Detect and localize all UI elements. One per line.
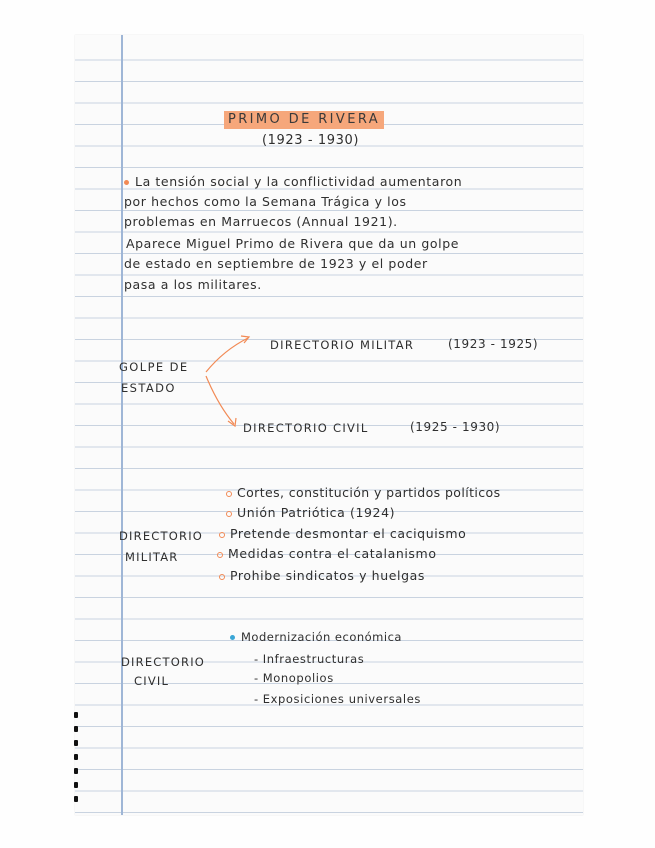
title-years: (1923 - 1930) xyxy=(262,133,360,148)
list-item: - Exposiciones universales xyxy=(254,692,421,706)
dash-icon: - xyxy=(254,671,259,685)
intro-line: Aparece Miguel Primo de Rivera que da un golpe xyxy=(126,236,460,251)
list-item: - Monopolios xyxy=(254,671,334,685)
branch-militar-years: (1923 - 1925) xyxy=(448,337,539,351)
list-item: Medidas contra el catalanismo xyxy=(217,546,437,561)
civil-label-1: DIRECTORIO xyxy=(121,655,206,669)
intro-line: problemas en Marruecos (Annual 1921). xyxy=(124,214,398,229)
intro-line: La tensión social y la conflictividad aumentaron xyxy=(124,174,462,189)
intro-line: pasa a los militares. xyxy=(124,277,262,292)
page-title: PRIMO DE RIVERA xyxy=(224,111,384,129)
intro-line: de estado en septiembre de 1923 y el poder xyxy=(124,256,428,271)
list-item: - Infraestructuras xyxy=(254,652,365,666)
list-item: Cortes, constitución y partidos políticos xyxy=(226,485,501,500)
branch-civil-years: (1925 - 1930) xyxy=(410,420,501,434)
dash-icon: - xyxy=(254,692,259,706)
intro-line: por hechos como la Semana Trágica y los xyxy=(124,194,407,209)
circle-bullet-icon xyxy=(226,491,232,497)
list-item: Unión Patriótica (1924) xyxy=(226,505,395,520)
list-item: Prohibe sindicatos y huelgas xyxy=(219,568,425,583)
civil-heading: Modernización económica xyxy=(230,630,402,644)
branch-civil: DIRECTORIO CIVIL xyxy=(243,421,369,435)
civil-label-2: CIVIL xyxy=(134,674,170,688)
golpe-label-2: ESTADO xyxy=(121,381,176,395)
circle-bullet-icon xyxy=(219,532,225,538)
golpe-label-1: GOLPE DE xyxy=(119,360,189,374)
circle-bullet-icon xyxy=(217,552,223,558)
militar-label-2: MILITAR xyxy=(125,550,179,564)
circle-bullet-icon xyxy=(226,511,232,517)
militar-label-1: DIRECTORIO xyxy=(119,529,204,543)
circle-bullet-icon xyxy=(219,574,225,580)
dash-icon: - xyxy=(254,652,259,666)
list-item: Pretende desmontar el caciquismo xyxy=(219,526,466,541)
branch-militar: DIRECTORIO MILITAR xyxy=(270,338,415,352)
bullet-icon xyxy=(230,635,235,640)
